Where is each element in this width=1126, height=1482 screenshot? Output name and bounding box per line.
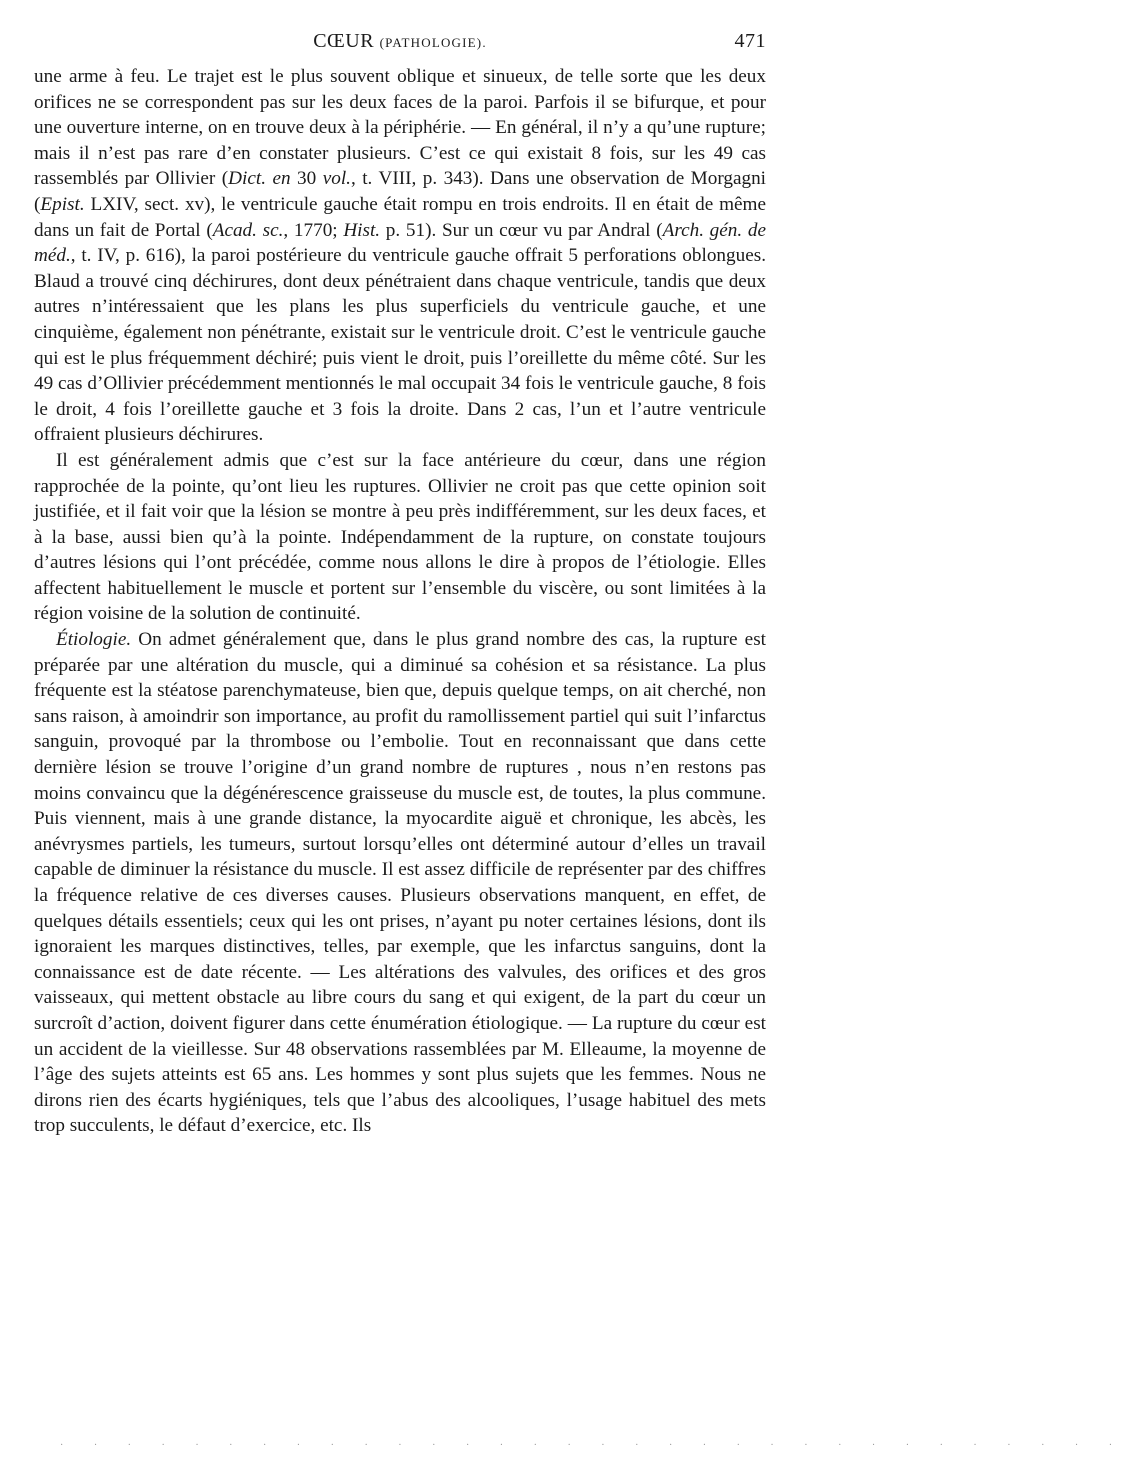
page-number: 471	[734, 30, 766, 52]
running-title-main: CŒUR	[313, 30, 375, 52]
text-run: p. 51). Sur un cœur vu par Andral (	[380, 219, 663, 241]
paragraph-etiologie	[34, 627, 766, 1139]
italic-text: Arch. gén. de méd.	[34, 219, 766, 267]
text-run: 30	[290, 168, 323, 190]
italic-text: Étiologie.	[56, 629, 132, 651]
italic-text: Epist.	[40, 193, 85, 215]
paragraph-1	[34, 64, 766, 448]
running-header	[34, 30, 766, 64]
scan-artifact-dots: · · · · · · · · · · · · · · · · · · · · · · · · · · · · · · · ·	[60, 1440, 1126, 1451]
text-run: Il est généralement admis que c’est sur la face antérieure du cœur, dans une région rapprochée de la pointe, qu’ont lieu les ruptures. Ollivier ne croit pas que cette opinion soit justifiée, et il fait voir que la lésion se montre à peu près indifféremment, sur les deux faces, et à la base, aussi bien qu’à la pointe. Indépendamment de la rupture, on constate toujours d’autres lésions qui l’ont précédée, comme nous allons le dire à propos de l’étiologie. Elles affectent habituellement le muscle et portent sur l’ensemble du viscère, ou sont limitées à la région voisine de la solution de continuité.	[34, 449, 766, 625]
text-run: , 1770;	[283, 219, 344, 241]
body-text	[34, 64, 766, 1139]
text-run: On admet généralement que, dans le plus grand nombre des cas, la rupture est préparée par une altération du muscle, qui a diminué sa cohésion et sa résistance. La plus fréquente est la stéatose parenchymateuse, bien que, depuis quelque temps, on ait cherché, non sans raison, à amoindrir son importance, au profit du ramollissement partiel qui suit l’infarctus sanguin, provoqué par la thrombose ou l’embolie. Tout en reconnaissant que dans cette dernière lésion se trouve l’origine d’un grand nombre de ruptures , nous n’en restons pas moins convaincu que la dégénérescence graisseuse du muscle est, de toutes, la plus commune. Puis viennent, mais à une grande distance, la myocardite aiguë et chronique, les abcès, les anévrysmes partiels, les tumeurs, surtout lorsqu’elles ont déterminé autour d’elles un travail capable de diminuer la résistance du muscle. Il est assez difficile de représenter par des chiffres la fréquence relative de ces diverses causes. Plusieurs observations manquent, en effet, de quelques détails essentiels; ceux qui les ont prises, n’ayant pu noter certaines lésions, dont ils ignoraient les marques distinctives, telles, par exemple, que les infarctus sanguins, dont la connaissance est de date récente. — Les altérations des valvules, des orifices et des gros vaisseaux, qui mettent obstacle au libre cours du sang et qui exigent, de la part du cœur un surcroît d’action, doivent figurer dans cette énumération étiologique. — La rupture du cœur est un accident de la vieillesse. Sur 48 observations rassemblées par M. Elleaume, la moyenne de l’âge des sujets atteints est 65 ans. Les hommes y sont plus sujets que les femmes. Nous ne dirons rien des écarts hygiéniques, tels que l’abus des alcooliques, l’usage habituel des mets trop succulents, le défaut d’exercice, etc. Ils	[34, 629, 766, 1137]
text-run: , t. VIII, p. 343). Dans une observation de Morgagni (	[34, 168, 766, 215]
running-title-sub: (PATHOLOGIE).	[379, 35, 487, 50]
paragraph-2	[34, 448, 766, 627]
text-run: une arme à feu. Le trajet est le plus souvent oblique et sinueux, de telle sorte que les deux orifices ne se correspondent pas sur les deux faces de la paroi. Parfois il se bifurque, et pour une ouverture interne, on en trouve deux à la périphérie. — En général, il n’y a qu’une rupture; mais il n’est pas rare d’en constater plusieurs. C’est ce qui existait 8 fois, sur les 49 cas rassemblés par Ollivier (	[34, 66, 766, 190]
running-title	[34, 30, 766, 53]
text-run: , t. IV, p. 616), la paroi postérieure du ventricule gauche offrait 5 perforations oblongues. Blaud a trouvé cinq déchirures, dont deux pénétraient dans chaque ventricule, tandis que deux autres n’intéressaient que les plans les plus superficiels du ventricule gauche, et une cinquième, également non pénétrante, existait sur le ventricule droit. C’est le ventricule gauche qui est le plus fréquemment déchiré; puis vient le droit, puis l’oreillette du même côté. Sur les 49 cas d’Ollivier précédemment mentionnés le mal occupait 34 fois le ventricule gauche, 8 fois le droit, 4 fois l’oreillette gauche et 3 fois la droite. Dans 2 cas, l’un et l’autre ventricule offraient plusieurs déchirures.	[34, 245, 766, 446]
italic-text: vol.	[322, 168, 351, 190]
italic-text: Hist.	[343, 219, 381, 241]
italic-text: Acad. sc.	[212, 219, 284, 241]
text-run: LXIV, sect. xv), le ventricule gauche était rompu en trois endroits. Il en était de même dans un fait de Portal (	[34, 193, 766, 241]
italic-text: Dict. en	[228, 168, 291, 190]
